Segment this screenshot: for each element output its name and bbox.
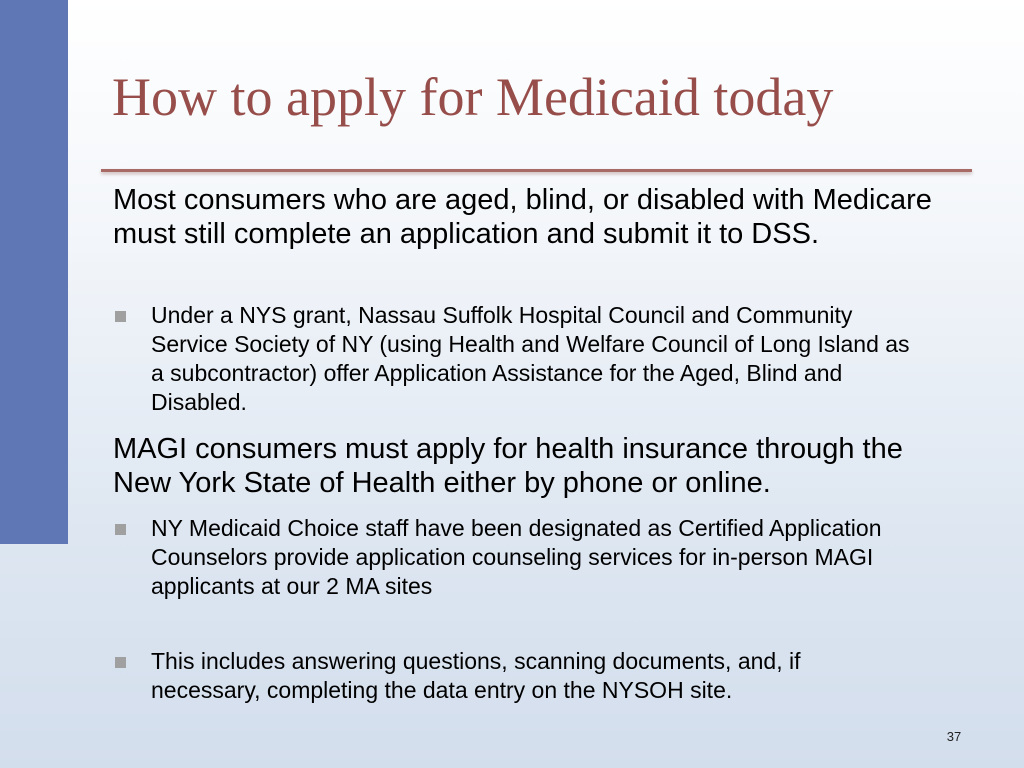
- bullet-square-icon: [115, 524, 126, 535]
- bullet-text: NY Medicaid Choice staff have been designated as Certified Application Counselors provide application counseling services for in-person MAGI applicants at our 2 MA sites: [151, 515, 882, 599]
- bullet-item-data-entry: [113, 647, 911, 705]
- bullet-text: Under a NYS grant, Nassau Suffolk Hospital Council and Community Service Society of NY (using Health and Welfare Council of Long Island as a subcontractor) offer Application Assistance for the Aged, Blind and Disabled.: [151, 302, 910, 415]
- left-accent-bar: [0, 0, 68, 544]
- bullet-square-icon: [115, 657, 126, 668]
- paragraph-aged-blind-disabled: Most consumers who are aged, blind, or disabled with Medicare must still complete an application and submit it to DSS.: [113, 184, 932, 250]
- paragraph-magi-consumers: MAGI consumers must apply for health insurance through the New York State of Health either by phone or online.: [113, 433, 903, 499]
- bullet-item-nys-grant: [113, 301, 911, 417]
- page-number: 37: [946, 729, 962, 744]
- bullet-item-certified-counselors: [113, 514, 981, 601]
- title-divider: [101, 169, 972, 172]
- bullet-text: This includes answering questions, scanning documents, and, if necessary, completing the data entry on the NYSOH site.: [151, 648, 801, 703]
- slide-title: How to apply for Medicaid today: [112, 67, 834, 127]
- bullet-square-icon: [115, 311, 126, 322]
